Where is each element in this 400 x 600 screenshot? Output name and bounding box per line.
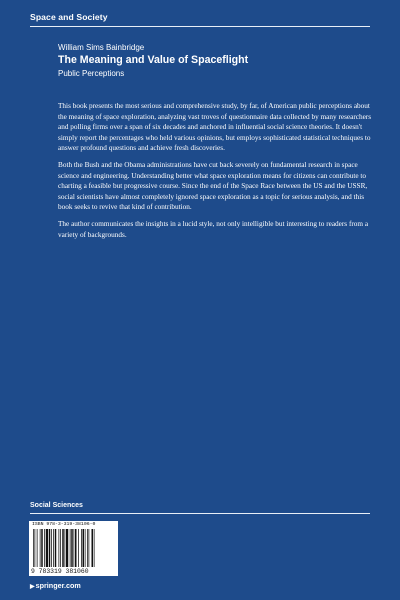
isbn-text: ISBN 978-3-319-38106-0 <box>32 522 96 527</box>
barcode-bar <box>40 529 41 567</box>
barcode <box>29 521 118 576</box>
subject-category: Social Sciences <box>30 502 83 509</box>
barcode-bar <box>94 529 95 567</box>
barcode-bar <box>74 529 75 567</box>
barcode-bar <box>65 529 66 567</box>
publisher-url: springer.com <box>35 581 81 590</box>
barcode-bar <box>66 529 68 567</box>
barcode-bar <box>59 529 60 567</box>
barcode-bar <box>83 529 85 567</box>
arrow-icon: ▶ <box>30 584 35 590</box>
barcode-bar <box>46 529 48 567</box>
barcode-bar <box>35 529 36 567</box>
barcode-bars <box>32 529 115 567</box>
blurb-paragraph: Both the Bush and the Obama administrations have cut back severely on fundamental research in space science and engineering. Understanding better what space exploration means for citizens can contribute to charting a feasible but progressive course. Since the end of the Space Race between the US and the USSR, social scientists have almost completely ignored space exploration as a topic for serious analysis, and this book seeks to revive that kind of contribution. <box>58 160 368 212</box>
series-name: Space and Society <box>30 12 108 22</box>
book-title: The Meaning and Value of Spaceflight <box>58 54 249 66</box>
barcode-bar <box>71 529 73 567</box>
barcode-bar <box>60 529 61 567</box>
barcode-bar <box>81 529 82 567</box>
top-divider <box>30 26 370 27</box>
barcode-bar <box>33 529 34 567</box>
barcode-bar <box>37 529 38 567</box>
barcode-bar <box>44 529 45 567</box>
bottom-divider <box>30 513 370 514</box>
barcode-bar <box>51 529 52 567</box>
barcode-bar <box>62 529 64 567</box>
barcode-bar <box>75 529 77 567</box>
barcode-bar <box>89 529 90 567</box>
author-name: William Sims Bainbridge <box>58 43 145 52</box>
barcode-bar <box>92 529 94 567</box>
barcode-bar <box>53 529 54 567</box>
publisher-link[interactable] <box>30 581 81 590</box>
barcode-bar <box>55 529 57 567</box>
barcode-bar <box>49 529 51 567</box>
barcode-bar <box>41 529 43 567</box>
barcode-bar <box>70 529 71 567</box>
barcode-bar <box>85 529 86 567</box>
barcode-number: 9 783319 381060 <box>31 568 89 575</box>
book-subtitle: Public Perceptions <box>58 69 125 78</box>
blurb-paragraph: The author communicates the insights in a lucid style, not only intelligible but interesting to readers from a variety of backgrounds. <box>58 219 369 239</box>
blurb <box>58 101 376 246</box>
blurb-paragraph: This book presents the most serious and comprehensive study, by far, of American public perceptions about the meaning of space exploration, analyzing vast troves of questionnaire data collected by many researchers and polling firms over a span of six decades and anchored in influential social science theories. It doesn't simply report the percentages who held various opinions, but employs sophisticated statistical techniques to answer profound questions and achieve fresh discoveries. <box>58 102 372 153</box>
barcode-bar <box>78 529 79 567</box>
barcode-bar <box>87 529 88 567</box>
